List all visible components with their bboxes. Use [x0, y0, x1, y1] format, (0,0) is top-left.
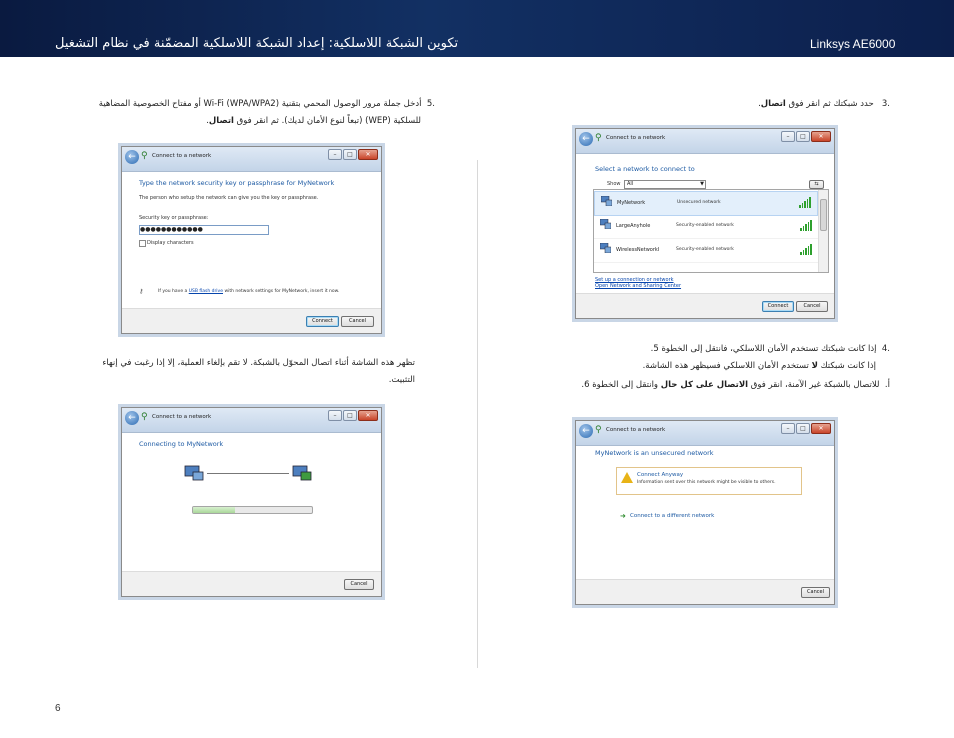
dialog-footer	[576, 293, 834, 318]
show-label: Show	[607, 181, 621, 187]
security-key-dialog	[121, 146, 382, 334]
scrollbar[interactable]	[818, 190, 828, 272]
close-icon[interactable]: ✕	[811, 423, 831, 434]
progress-fill	[193, 507, 235, 513]
network-sharing-link[interactable]: Open Network and Sharing Center	[595, 283, 682, 289]
usb-drive-icon: ⚷	[139, 288, 144, 295]
dialog-subtext: The person who setup the network can give you the key or passphrase.	[139, 195, 319, 201]
dialog-footer	[576, 579, 834, 604]
dialog-footer	[122, 308, 381, 333]
connecting-dialog	[121, 407, 382, 597]
network-list[interactable]	[593, 189, 829, 273]
cancel-button[interactable]: Cancel	[796, 301, 828, 312]
step-3-bold: اتصال	[760, 99, 786, 109]
usb-pre: If you have a	[158, 289, 188, 294]
connect-button[interactable]: Connect	[762, 301, 794, 312]
step-4-line2-bold: لا	[811, 361, 818, 371]
connect-anyway-option[interactable]	[616, 467, 802, 495]
dialog-titlebar	[122, 408, 381, 433]
close-icon[interactable]: ✕	[358, 410, 378, 421]
maximize-icon[interactable]: □	[796, 131, 810, 142]
network-icon: ⚲	[141, 151, 148, 161]
minimize-icon[interactable]: –	[781, 131, 795, 142]
dialog-heading: Connecting to MyNetwork	[139, 440, 224, 448]
window-controls	[781, 131, 831, 142]
signal-strength-icon	[800, 244, 812, 255]
step-5-line2: للسلكية (WEP) (تبعاً لنوع الأمان لديك). ثم انقر فوق	[236, 116, 421, 126]
step-4a-post: وانتقل إلى الخطوة 6.	[581, 380, 659, 390]
connecting-line1: تظهر هذه الشاشة أثناء اتصال المحوّل بالشبكة. لا تقم بإلغاء العملية، إلا إذا رغبت في إنهاء	[102, 358, 415, 368]
step-4-text	[500, 341, 890, 394]
step-5-bold: اتصال	[208, 116, 234, 126]
step-4a-pre: للاتصال بالشبكة غير الآمنة، انقر فوق	[750, 380, 880, 390]
network-icon: ⚲	[141, 412, 148, 422]
connection-progress-bar	[192, 506, 313, 514]
dialog-heading: MyNetwork is an unsecured network	[595, 449, 714, 457]
maximize-icon[interactable]: □	[796, 423, 810, 434]
warning-icon	[621, 472, 633, 483]
key-field-label: Security key or passphrase:	[139, 215, 209, 221]
dialog-titlebar	[576, 421, 834, 446]
signal-strength-icon	[800, 220, 812, 231]
window-controls	[781, 423, 831, 434]
computer-network-icon	[600, 243, 611, 253]
step-3-number: .3	[881, 99, 890, 109]
close-icon[interactable]: ✕	[811, 131, 831, 142]
minimize-icon[interactable]: –	[781, 423, 795, 434]
step-4-line1: إذا كانت شبكتك تستخدم الأمان اللاسلكي، فانتقل إلى الخطوة 5.	[650, 344, 877, 354]
product-name: Linksys AE6000	[810, 37, 896, 51]
step-3-text: .3 حدد شبكتك ثم انقر فوق اتصال.	[758, 99, 890, 109]
usb-post: with network settings for MyNetwork, insert it now.	[224, 289, 340, 294]
back-arrow-icon[interactable]: ←	[125, 411, 139, 425]
dialog-titlebar	[122, 147, 381, 172]
signal-strength-icon	[799, 197, 811, 208]
usb-flash-drive-link[interactable]: USB flash drive	[188, 289, 223, 294]
dialog-title: Connect to a network	[152, 153, 212, 159]
step-5-number: .5	[426, 99, 435, 109]
network-security: Security-enabled network	[676, 223, 734, 228]
show-select[interactable]	[624, 180, 706, 189]
connection-line	[207, 473, 289, 474]
close-icon[interactable]: ✕	[358, 149, 378, 160]
network-icon: ⚲	[595, 425, 602, 435]
network-name: WirelessNetworkI	[616, 247, 660, 253]
connect-button[interactable]: Connect	[306, 316, 339, 327]
window-controls	[328, 149, 378, 160]
minimize-icon[interactable]: –	[328, 410, 342, 421]
step-4-line2a: إذا كانت شبكتك	[820, 361, 876, 371]
window-controls	[328, 410, 378, 421]
cancel-button[interactable]: Cancel	[801, 587, 830, 598]
dialog-footer	[122, 571, 381, 596]
network-security: Security-enabled network	[676, 247, 734, 252]
network-icon: ⚲	[595, 133, 602, 143]
display-characters-checkbox[interactable]	[139, 240, 146, 247]
step-5-text: .5 أدخل جملة مرور الوصول المحمي بتقنية Wi-Fi (WPA/WPA2) أو مفتاح الخصوصية المضاهية للسلكية (WEP) (تبعاً لنوع الأمان لديك). ثم انقر فوق اتصال.	[98, 99, 435, 126]
show-select-value: All	[627, 181, 634, 187]
step-3-body: حدد شبكتك ثم انقر فوق	[788, 99, 874, 109]
setup-connection-link[interactable]: Set up a connection or network	[595, 277, 674, 283]
step-5-line1: أدخل جملة مرور الوصول المحمي بتقنية Wi-Fi (WPA/WPA2) أو مفتاح الخصوصية المضاهية	[98, 99, 422, 109]
page-number: 6	[55, 703, 61, 714]
cancel-button[interactable]: Cancel	[341, 316, 374, 327]
chevron-down-icon: ▼	[700, 181, 704, 187]
maximize-icon[interactable]: □	[343, 410, 357, 421]
column-divider	[477, 160, 478, 668]
page-title: تكوين الشبكة اللاسلكية: إعداد الشبكة اللاسلكية المضمّنة في نظام التشغيل	[55, 36, 459, 51]
connecting-text	[25, 355, 415, 389]
network-computer-icon	[292, 465, 312, 481]
page-header	[0, 0, 954, 57]
unsecured-network-dialog	[575, 420, 835, 605]
network-row[interactable]	[594, 215, 818, 239]
network-security: Unsecured network	[677, 200, 721, 205]
computer-network-icon	[600, 219, 611, 229]
network-row[interactable]	[594, 191, 818, 216]
dialog-heading: Type the network security key or passphrase for MyNetwork	[139, 179, 335, 187]
dialog-heading: Select a network to connect to	[595, 165, 695, 173]
maximize-icon[interactable]: □	[343, 149, 357, 160]
back-arrow-icon[interactable]: ←	[579, 132, 593, 146]
cancel-button[interactable]: Cancel	[344, 579, 374, 590]
green-arrow-icon: ➜	[620, 512, 626, 520]
computer-network-icon	[601, 196, 612, 206]
computer-icon	[184, 465, 204, 481]
step-4a-number: أ.	[884, 380, 890, 390]
dialog-titlebar	[576, 129, 834, 154]
connect-anyway-label: Connect Anyway	[637, 472, 684, 478]
usb-instruction	[158, 289, 339, 294]
connect-anyway-note: Information sent over this network might be visible to others.	[637, 480, 776, 485]
network-row[interactable]	[594, 239, 818, 263]
network-name: MyNetwork	[617, 200, 646, 206]
refresh-button[interactable]: ⇆	[809, 180, 824, 189]
select-network-dialog	[575, 128, 835, 319]
minimize-icon[interactable]: –	[328, 149, 342, 160]
back-arrow-icon[interactable]: ←	[579, 424, 593, 438]
dialog-title: Connect to a network	[606, 427, 666, 433]
step-4-line2b: تستخدم الأمان اللاسلكي فسيظهر هذه الشاشة.	[642, 361, 809, 371]
network-name: LargeAnyhole	[616, 223, 651, 229]
display-characters-label: Display characters	[147, 240, 194, 246]
security-key-input[interactable]: ●●●●●●●●●●●●	[139, 225, 269, 235]
step-4a-bold: الاتصال على كل حال	[660, 380, 749, 390]
scrollbar-thumb[interactable]	[820, 199, 827, 231]
back-arrow-icon[interactable]: ←	[125, 150, 139, 164]
connect-different-option[interactable]: Connect to a different network	[630, 513, 715, 519]
step-4-number: .4	[881, 344, 890, 354]
dialog-title: Connect to a network	[152, 414, 212, 420]
dialog-title: Connect to a network	[606, 135, 666, 141]
connecting-line2: التثبيت.	[388, 375, 415, 385]
